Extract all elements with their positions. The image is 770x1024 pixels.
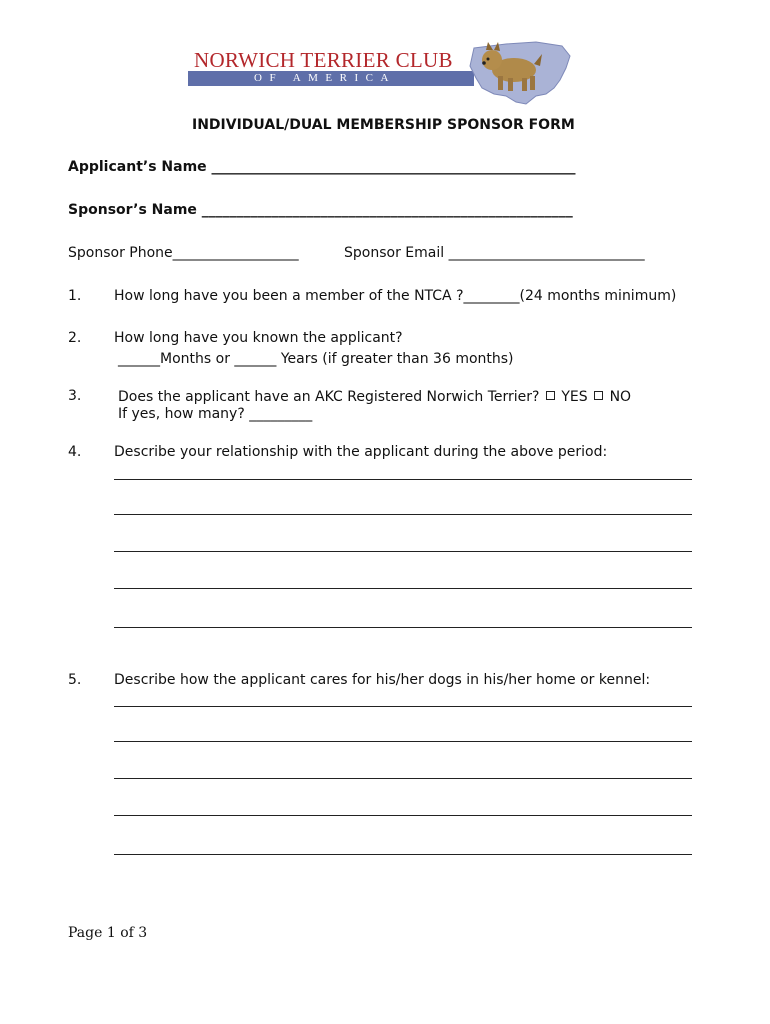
question-3-text xyxy=(118,389,631,405)
answer-line[interactable] xyxy=(114,551,692,552)
page-number: Page 1 of 3 xyxy=(68,925,148,941)
answer-line[interactable] xyxy=(114,741,692,742)
no-checkbox[interactable] xyxy=(594,391,603,400)
question-4-text: Describe your relationship with the applicant during the above period: xyxy=(114,444,608,460)
question-1-text[interactable]: How long have you been a member of the NTCA ?________(24 months minimum) xyxy=(114,288,677,304)
answer-line[interactable] xyxy=(114,479,692,480)
answer-line[interactable] xyxy=(114,706,692,707)
logo-subtitle: OF AMERICA xyxy=(254,72,396,84)
question-3-prompt: Does the applicant have an AKC Registered Norwich Terrier? xyxy=(118,389,540,405)
question-number: 2. xyxy=(68,330,82,346)
logo-title: NORWICH TERRIER CLUB xyxy=(194,48,453,72)
question-5-text: Describe how the applicant cares for his/her dogs in his/her home or kennel: xyxy=(114,672,651,688)
applicant-name-field[interactable]: Applicant’s Name ____________________________________________________ xyxy=(68,159,576,175)
question-number: 1. xyxy=(68,288,82,304)
answer-line[interactable] xyxy=(114,588,692,589)
answer-line[interactable] xyxy=(114,627,692,628)
form-title: INDIVIDUAL/DUAL MEMBERSHIP SPONSOR FORM xyxy=(192,117,575,133)
no-label: NO xyxy=(609,389,632,405)
question-2-text: How long have you known the applicant? xyxy=(114,330,403,346)
question-3-count-field[interactable]: If yes, how many? _________ xyxy=(118,406,313,422)
club-logo xyxy=(188,38,580,108)
question-number: 3. xyxy=(68,388,82,404)
question-2-duration-field[interactable]: ______Months or ______ Years (if greater than 36 months) xyxy=(118,351,514,367)
answer-line[interactable] xyxy=(114,815,692,816)
yes-checkbox[interactable] xyxy=(546,391,555,400)
sponsor-phone-field[interactable]: Sponsor Phone__________________ xyxy=(68,245,299,261)
question-number: 4. xyxy=(68,444,82,460)
question-number: 5. xyxy=(68,672,82,688)
terrier-map-icon xyxy=(466,38,576,108)
sponsor-email-field[interactable]: Sponsor Email ____________________________ xyxy=(344,245,645,261)
answer-line[interactable] xyxy=(114,854,692,855)
sponsor-name-field[interactable]: Sponsor’s Name _____________________________________________________ xyxy=(68,202,573,218)
answer-line[interactable] xyxy=(114,514,692,515)
answer-line[interactable] xyxy=(114,778,692,779)
yes-label: YES xyxy=(561,389,588,405)
